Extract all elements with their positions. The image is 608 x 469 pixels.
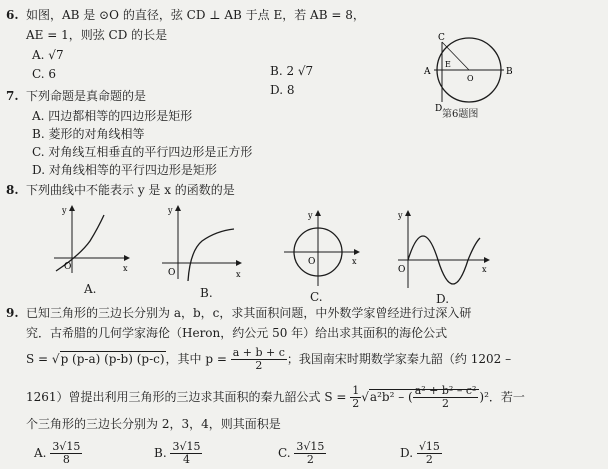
q9-line2: 究．古希腊的几何学家海伦（Heron，约公元 50 年）给出求其面积的海伦公式 <box>26 326 448 340</box>
q6-stem-line2: AE = 1，则弦 CD 的长是 <box>26 28 168 42</box>
sqrt-sign: √ <box>51 352 60 366</box>
q6-number: 6. <box>6 8 19 22</box>
q9-line5: 个三角形的三边长分别为 2，3，4，则其面积是 <box>26 417 281 431</box>
q7-option-c: C. 对角线互相垂直的平行四边形是正方形 <box>32 145 253 159</box>
svg-text:y: y <box>398 211 403 220</box>
svg-text:O: O <box>168 268 176 278</box>
graph-a-label: A. <box>84 282 97 296</box>
q9-heron-formula <box>26 347 511 371</box>
q7-option-d: D. 对角线相等的平行四边形是矩形 <box>32 163 217 177</box>
q9-option-b: B. $\frac{3√15}{4}$ <box>154 440 201 466</box>
svg-text:O: O <box>64 262 72 272</box>
p-fraction <box>231 347 287 372</box>
graph-b-label: B. <box>200 286 213 300</box>
q7-stem: 下列命题是真命题的是 <box>26 89 147 103</box>
q9-qin-formula <box>26 383 525 411</box>
label-e: E <box>445 60 451 69</box>
q9-number: 9. <box>6 306 19 320</box>
svg-text:y: y <box>168 206 173 215</box>
graph-a <box>50 203 130 278</box>
svg-text:O: O <box>398 265 406 275</box>
graph-d-label: D. <box>436 292 450 306</box>
svg-text:O: O <box>308 257 316 267</box>
q6-figure-caption: 第6题图 <box>442 109 479 120</box>
label-d: D <box>435 104 443 114</box>
label-c: C <box>438 33 445 43</box>
svg-text:x: x <box>236 270 241 279</box>
q6-option-d: D. 8 <box>270 83 295 97</box>
q7-option-b: B. 菱形的对角线相等 <box>32 127 145 141</box>
label-b: B <box>506 67 513 77</box>
q9-option-c: C. $\frac{3√15}{2}$ <box>278 440 325 466</box>
svg-text:x: x <box>123 264 128 273</box>
graph-c <box>282 210 362 290</box>
label-o: O <box>467 74 474 83</box>
qin-prefix: 1261）曾提出利用三角形的三边求其面积的秦九韶公式 S = <box>26 390 351 404</box>
svg-text:y: y <box>62 206 67 215</box>
heron-s: S = <box>26 352 52 366</box>
qin-radicand: a²b² – ( $\frac{\text{a² + b² – c²}}{2}$ <box>369 389 479 404</box>
q6-option-a: A. √7 <box>32 48 64 62</box>
svg-text:y: y <box>308 211 313 220</box>
graph-b-curve <box>188 229 234 281</box>
q6-option-b: B. 2 √7 <box>270 64 314 78</box>
p-numerator: a + b + c <box>232 346 285 359</box>
q8-stem: 下列曲线中不能表示 y 是 x 的函数的是 <box>26 183 235 197</box>
svg-text:x: x <box>352 257 357 266</box>
sqrt-sign: √ <box>361 390 369 404</box>
heron-mid: ，其中 p = <box>165 352 231 366</box>
qin-suffix: )²．若一 <box>479 390 525 404</box>
graph-c-label: C. <box>310 290 323 304</box>
q6-circle-figure <box>420 30 520 120</box>
q9-option-a: A. $\frac{3√15}{8}$ <box>34 440 81 466</box>
q8-number: 8. <box>6 183 19 197</box>
graph-d <box>396 210 492 290</box>
qin-inner-fraction: $\frac{\text{a² + b² – c²}}{2}$ <box>414 384 477 410</box>
heron-radicand: p (p-a) (p-b) (p-c) <box>60 352 165 366</box>
p-denominator: 2 <box>255 359 263 372</box>
label-a: A <box>424 67 431 77</box>
graph-b <box>158 203 242 283</box>
q6-stem-line1: 如图，AB 是 ⊙O 的直径，弦 CD ⊥ AB 于点 E，若 AB = 8， <box>26 8 365 22</box>
q7-option-a: A. 四边都相等的四边形是矩形 <box>32 109 193 123</box>
q6-option-c: C. 6 <box>32 67 57 81</box>
q9-line1: 已知三角形的三边长分别为 a，b，c，求其面积问题，中外数学家曾经进行过深入研 <box>26 306 472 320</box>
qin-half: $\frac{1}{2}$ <box>352 384 360 410</box>
svg-text:x: x <box>482 265 487 274</box>
q9-option-d: D. $\frac{√15}{2}$ <box>400 440 440 466</box>
q7-number: 7. <box>6 89 19 103</box>
heron-suffix: ；我国南宋时期数学家秦九韶（约 1202 – <box>286 352 512 366</box>
